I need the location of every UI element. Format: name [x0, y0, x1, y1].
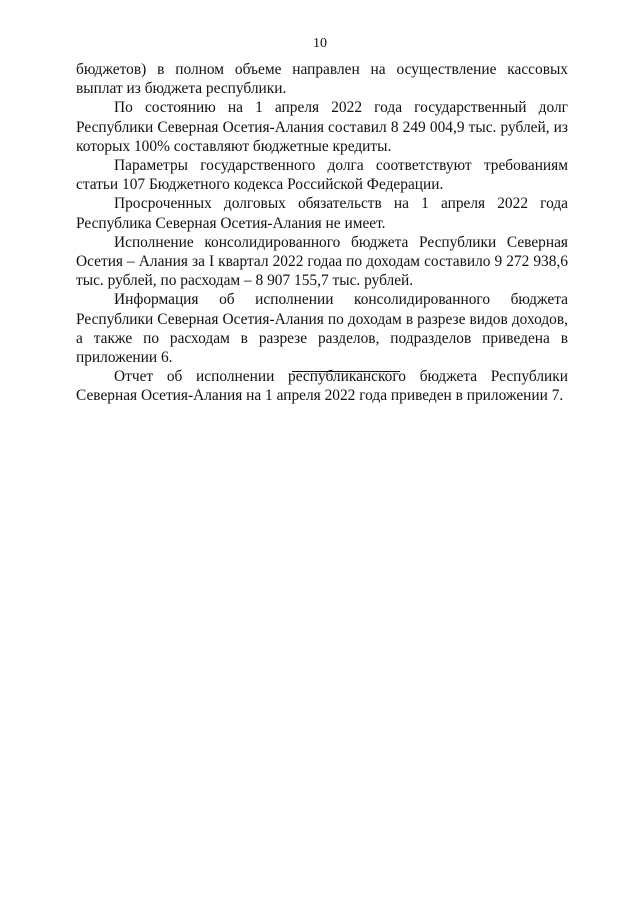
end-divider-line: [292, 371, 400, 372]
paragraph-appendix-7-reference: Отчет об исполнении республиканского бюджета Республики Северная Осетия-Алания на 1 апреля 2022 года приведен в приложении 7.: [76, 368, 568, 405]
paragraph-consolidated-budget-execution: Исполнение консолидированного бюджета Республики Северная Осетия – Алания за I квартал 2022 годаа по доходам составило 9 272 938,6 тыс. рублей, по расходам – 8 907 155,7 тыс. рублей.: [76, 233, 568, 290]
paragraph-overdue-obligations: Просроченных долговых обязательств на 1 апреля 2022 года Республика Северная Осетия-Алания не имеет.: [76, 195, 568, 232]
page-number: 10: [313, 36, 327, 51]
paragraph-continuation: бюджетов) в полном объеме направлен на осуществление кассовых выплат из бюджета республики.: [76, 61, 568, 98]
paragraph-state-debt: По состоянию на 1 апреля 2022 года государственный долг Республики Северная Осетия-Алания составил 8 249 004,9 тыс. рублей, из которых 100% составляют бюджетные кредиты.: [76, 99, 568, 155]
paragraph-debt-parameters: Параметры государственного долга соответствуют требованиям статьи 107 Бюджетного кодекса Российской Федерации.: [76, 157, 568, 194]
paragraph-appendix-6-reference: Информация об исполнении консолидированного бюджета Республики Северная Осетия-Алания по доходам в разрезе видов доходов, а также по расходам в разрезе разделов, подразделов приведена в приложении 6.: [76, 291, 568, 367]
document-body: [76, 60, 568, 406]
